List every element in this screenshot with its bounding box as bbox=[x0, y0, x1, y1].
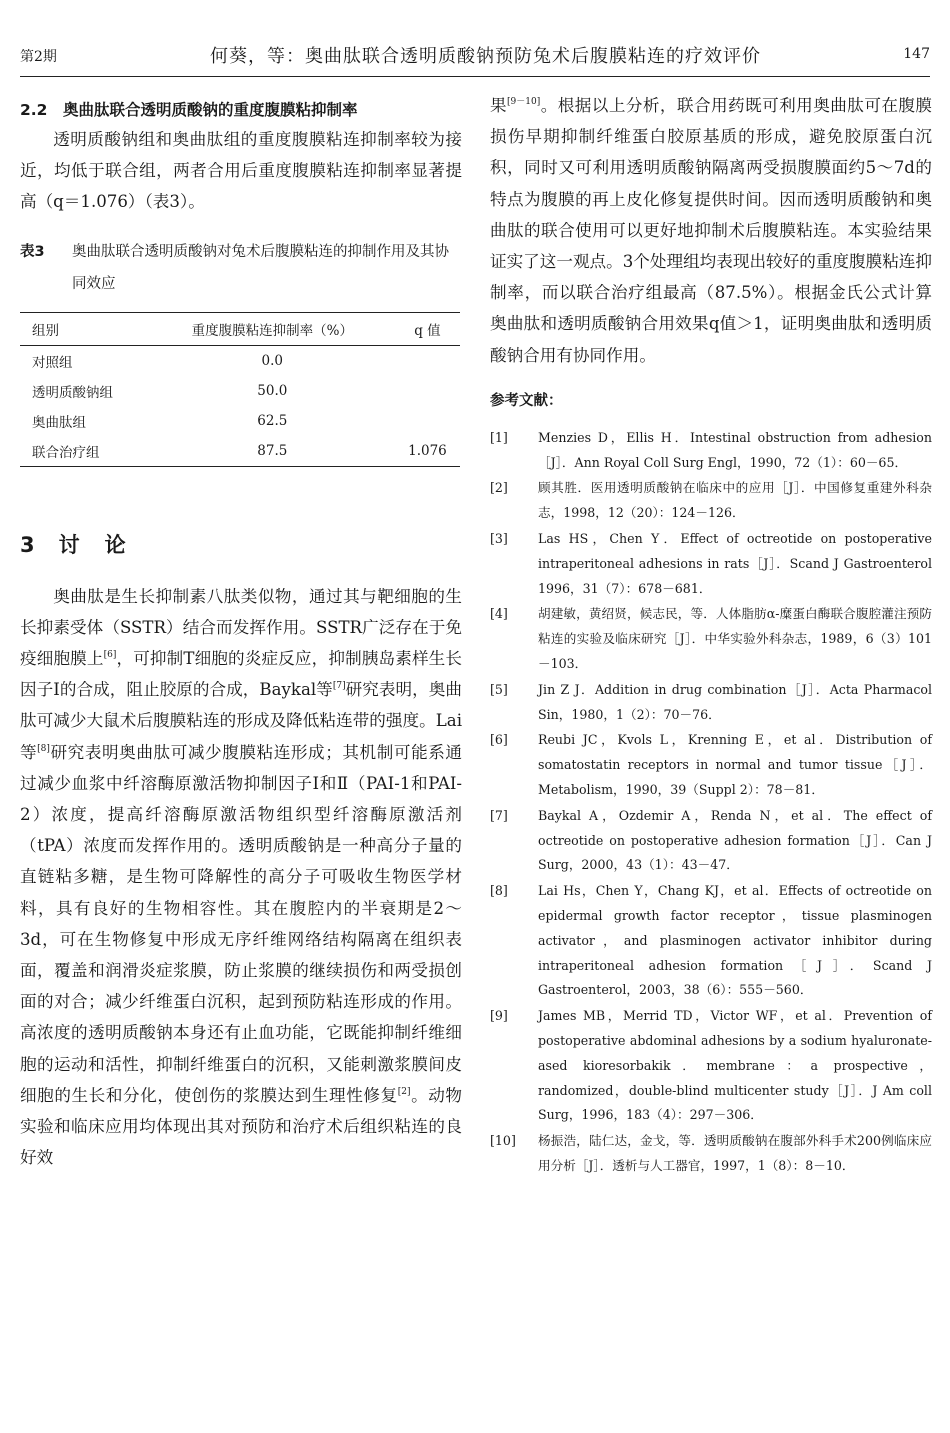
right-column bbox=[490, 90, 932, 1180]
discussion-paragraph-1 bbox=[20, 581, 462, 1174]
reference-number: [5] bbox=[490, 681, 508, 697]
section-title: 讨 论 bbox=[58, 532, 128, 557]
cell-group: 透明质酸钠组 bbox=[32, 384, 113, 401]
citation: [9－10] bbox=[507, 97, 541, 107]
section-number: 3 bbox=[20, 532, 37, 557]
cell-q: 1.076 bbox=[387, 436, 460, 467]
text-run: 果 bbox=[490, 96, 508, 115]
references-heading: 参考文献： bbox=[490, 392, 563, 409]
reference-item bbox=[490, 1129, 932, 1179]
table-3 bbox=[20, 312, 460, 467]
reference-item bbox=[490, 527, 932, 601]
reference-text: 杨振浩，陆仁达，金戈，等．透明质酸钠在腹部外科手术200例临床应用分析［J］．透析与人工器官，1997，1（8）：8－10． bbox=[538, 1133, 932, 1173]
cell-q bbox=[387, 406, 460, 436]
discussion-paragraph-continued bbox=[490, 90, 932, 371]
reference-text: Reubi JC，Kvols L，Krenning E，et al．Distribution of somatostatin receptors in normal and tumor tissue［J］．Metabolism，1990，39（Suppl 2）：78－81． bbox=[538, 732, 932, 797]
text-run: 研究表明奥曲肽可减少腹膜粘连形成；其机制可能系通过减少血浆中纤溶酶原激活物抑制因子Ⅰ和Ⅱ（PAI-1和PAI-2）浓度，提高纤溶酶原激活物组织型纤溶酶原激活剂（tPA）浓度而发挥作用的。透明质酸钠是一种高分子量的直链粘多糖，是生物可降解性的高分子可吸收生物医学材料，具有良好的生物相容性。其在腹腔内的半衰期是2～3d，可在生物修复中形成无序纤维网络结构隔离在组织表面，覆盖和润滑炎症浆膜，防止浆膜的继续损伤和两受损创面的对合；减少纤维蛋白沉积，起到预防粘连形成的作用。高浓度的透明质酸钠本身还有止血功能，它既能抑制纤维细胞的运动和活性，抑制纤维蛋白的沉积，又能刺激浆膜间皮细胞的生长和分化，使创伤的浆膜达到生理性修复 bbox=[20, 742, 463, 1105]
reference-number: [2] bbox=[490, 480, 508, 496]
table-row bbox=[20, 436, 460, 467]
reference-number: [9] bbox=[490, 1008, 508, 1024]
cell-q bbox=[387, 345, 460, 376]
text-run: 奥曲肽是生长抑制素八肽类似物，通过其与靶细胞的生长抑素受体（SSTR）结合而发挥作用。SSTR广泛存在于免疫细胞膜上 bbox=[20, 586, 462, 669]
reference-item bbox=[490, 426, 932, 476]
cell-group: 奥曲肽组 bbox=[32, 414, 86, 431]
reference-item bbox=[490, 879, 932, 1003]
cell-rate: 87.5 bbox=[150, 436, 387, 467]
text-run: 。动物实验和临床应用均体现出其对预防和治疗术后组织粘连的良好效 bbox=[20, 1085, 463, 1168]
reference-text: Lai Hs，Chen Y，Chang KJ，et al．Effects of octreotide on epidermal growth factor receptor，tissue plasminogen activator，and plasminogen activator inhibitor during intraperitoneal adhesion formation［J］．Scand J Gastroenterol，2003，38（6）：555－560． bbox=[538, 883, 932, 998]
reference-number: [10] bbox=[490, 1133, 516, 1149]
running-header bbox=[20, 38, 930, 78]
reference-text: Baykal A，Ozdemir A，Renda N，et al．The effect of octreotide on postoperative adhesion formation［J］．Can J Surg，2000，43（1）：43－47． bbox=[538, 807, 932, 873]
reference-number: [4] bbox=[490, 606, 508, 622]
table-row bbox=[20, 345, 460, 376]
table-row bbox=[20, 376, 460, 406]
reference-number: [1] bbox=[490, 429, 508, 445]
page-number: 147 bbox=[903, 46, 930, 62]
citation: [8] bbox=[37, 743, 50, 754]
citation: [2] bbox=[397, 1086, 411, 1097]
section-3-heading bbox=[20, 529, 462, 559]
reference-item bbox=[490, 602, 932, 676]
col-header-rate: 重度腹膜粘连抑制率（%） bbox=[150, 312, 387, 345]
left-column bbox=[20, 90, 462, 1173]
reference-number: [7] bbox=[490, 807, 508, 823]
reference-number: [8] bbox=[490, 883, 508, 899]
header-rule bbox=[20, 76, 930, 77]
cell-q bbox=[387, 376, 460, 406]
table-3-caption bbox=[20, 236, 462, 300]
col-header-group: 组别 bbox=[20, 312, 150, 345]
reference-text: Las HS，Chen Y．Effect of octreotide on postoperative intraperitoneal adhesions in rats［J］．Scand J Gastroenterol 1996，31（7）：678－681． bbox=[538, 531, 932, 596]
reference-item bbox=[490, 728, 932, 802]
reference-text: 胡建敏，黄绍贤，候志民，等．人体脂肪α-糜蛋白酶联合腹腔灌注预防粘连的实验及临床研究［J］．中华实验外科杂志，1989，6（3）101－103． bbox=[538, 606, 932, 671]
section-2-2-heading: 2.2 奥曲肽联合透明质酸钠的重度腹膜粘抑制率 bbox=[20, 101, 358, 119]
table-caption-text: 奥曲肽联合透明质酸钠对兔术后腹膜粘连的抑制作用及其协同效应 bbox=[72, 243, 449, 292]
reference-number: [3] bbox=[490, 531, 508, 547]
table-row bbox=[20, 406, 460, 436]
cell-group: 联合治疗组 bbox=[20, 436, 150, 467]
reference-text: Jin Z J．Addition in drug combination［J］．Acta Pharmacol Sin，1980，1（2）：70－76． bbox=[538, 681, 932, 722]
reference-text: 顾其胜．医用透明质酸钠在临床中的应用［J］．中国修复重建外科杂志，1998，12（20）：124－126． bbox=[538, 480, 932, 521]
reference-text: Menzies D，Ellis H．Intestinal obstruction from adhesion［J］．Ann Royal Coll Surg Engl，1990，72（1）：60－65． bbox=[538, 429, 932, 470]
cell-rate: 62.5 bbox=[257, 412, 288, 429]
section-2-2-paragraph: 透明质酸钠组和奥曲肽组的重度腹膜粘连抑制率较为接近，均低于联合组，两者合用后重度腹膜粘连抑制率显著提高（q＝1.076）（表3）。 bbox=[20, 130, 462, 212]
text-run: ，可抑制T细胞的炎症反应，抑制胰岛素样生长因子Ⅰ的合成，阻止胶原的合成，Baykal等 bbox=[20, 649, 462, 700]
citation: [7] bbox=[332, 681, 346, 692]
reference-number: [6] bbox=[490, 732, 508, 748]
reference-text: James MB，Merrid TD，Victor WF，et al．Prevention of postoperative abdominal adhesions by a sodium hyaluronate-ased kioresorbakik．membrane：a prospective，randomized，double-blind multicenter study［J］．J Am coll Surg，1996，183（4）：297－306． bbox=[538, 1008, 932, 1123]
reference-item bbox=[490, 678, 932, 728]
text-run: 研究表明，奥曲肽可减少大鼠术后腹膜粘连的形成及降低粘连带的强度。Lai等 bbox=[20, 680, 462, 762]
issue-number: 第2期 bbox=[20, 49, 57, 65]
reference-list bbox=[490, 426, 932, 1179]
reference-item bbox=[490, 476, 932, 526]
col-header-q: q 值 bbox=[387, 312, 460, 345]
reference-item bbox=[490, 804, 932, 878]
cell-rate: 50.0 bbox=[257, 382, 288, 399]
cell-rate: 0.0 bbox=[261, 352, 284, 369]
reference-item bbox=[490, 1004, 932, 1128]
table-label: 表3 bbox=[20, 243, 45, 260]
citation: [6] bbox=[103, 650, 117, 661]
text-run: 。根据以上分析，联合用药既可利用奥曲肽可在腹膜损伤早期抑制纤维蛋白胶原基质的形成，避免胶原蛋白沉积，同时又可利用透明质酸钠隔离两受损腹膜面约5～7d的特点为腹膜的再上皮化修复提供时间。因而透明质酸钠和奥曲肽的联合使用可以更好地抑制术后腹膜粘连。本实验结果证实了这一观点。3个处理组均表现出较好的重度腹膜粘连抑制率，而以联合治疗组最高（87.5%）。根据金氏公式计算奥曲肽和透明质酸钠合用效果q值＞1，证明奥曲肽和透明质酸钠合用有协同作用。 bbox=[490, 96, 933, 365]
cell-group: 对照组 bbox=[32, 354, 73, 371]
table-header-row bbox=[20, 312, 460, 345]
running-title: 何葵，等：奥曲肽联合透明质酸钠预防兔术后腹膜粘连的疗效评价 bbox=[210, 46, 761, 67]
